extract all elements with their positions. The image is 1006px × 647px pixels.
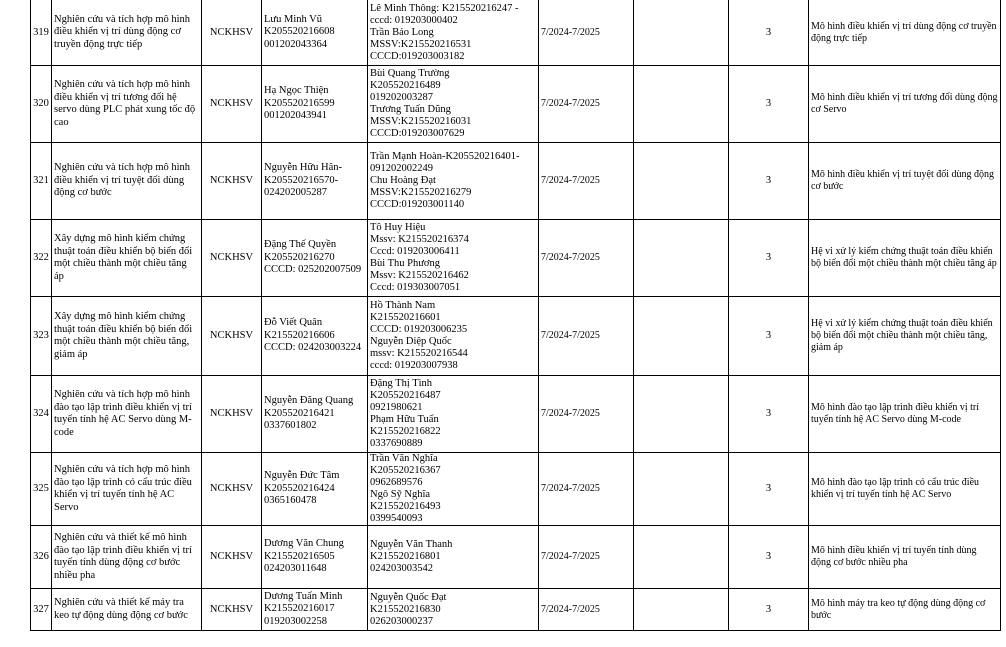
- lead-student: [262, 589, 368, 631]
- table-row: [31, 589, 1001, 631]
- lead-student-line: 001202043364: [264, 38, 327, 50]
- member-students: [368, 526, 539, 589]
- lead-student: [262, 297, 368, 376]
- lead-student-line: Nguyễn Đức Tâm: [264, 470, 340, 482]
- lead-student-line: Lưu Minh Vũ: [264, 13, 323, 25]
- empty-cell: [634, 297, 729, 376]
- expected-product: Mô hình đào tạo lập trình điều khiển vị trí tuyến tính hệ AC Servo dùng M-code: [809, 376, 1001, 453]
- member-students-line: CCCD:019203007629: [370, 128, 465, 139]
- lead-student: [262, 526, 368, 589]
- lead-student: [262, 66, 368, 143]
- empty-cell: [634, 376, 729, 453]
- empty-cell: [634, 453, 729, 526]
- project-period: 7/2024-7/2025: [539, 589, 634, 631]
- table-row: [31, 66, 1001, 143]
- lead-student-line: CCCD: 025202007509: [264, 264, 362, 276]
- member-students: [368, 220, 539, 297]
- member-students-line: K215520216493: [370, 501, 441, 512]
- table-row: [31, 526, 1001, 589]
- member-students: [368, 297, 539, 376]
- empty-cell: [634, 0, 729, 66]
- lead-student-line: K205520216270: [264, 251, 335, 263]
- lead-student-line: Đỗ Viết Quân: [264, 317, 323, 329]
- lead-student-line: Nguyễn Hữu Hân-: [264, 162, 343, 174]
- lead-student-line: Đặng Thế Quyền: [264, 239, 337, 251]
- expected-product: Mô hình điều khiển vị trí dùng động cơ truyền động trực tiếp: [809, 0, 1001, 66]
- project-title: Nghiên cứu và tích hợp mô hình điều khiển vị trí dùng động cơ truyền động trực tiếp: [52, 0, 202, 66]
- empty-cell: [634, 143, 729, 220]
- project-period: 7/2024-7/2025: [539, 376, 634, 453]
- member-students-line: K205520216367: [370, 465, 441, 476]
- lead-student: [262, 220, 368, 297]
- member-students-line: Đặng Thị Tình: [370, 378, 433, 389]
- project-title: Nghiên cứu và thiết kế mô hình đào tạo lập trình điều khiển vị trí tuyến tính dùng động cơ bước nhiều pha: [52, 526, 202, 589]
- project-title: Xây dựng mô hình kiểm chứng thuật toán điều khiển bộ biến đổi một chiều thành một chiều tăng áp: [52, 220, 202, 297]
- lead-student-line: K215520216017: [264, 603, 335, 615]
- project-level: NCKHSV: [202, 143, 262, 220]
- member-students-line: CCCD:019203003182: [370, 50, 465, 62]
- table-row: [31, 297, 1001, 376]
- lead-student-line: K205520216570-: [264, 174, 339, 186]
- row-number: 323: [31, 297, 52, 376]
- lead-student: [262, 376, 368, 453]
- member-students-line: K205520216487: [370, 390, 441, 401]
- row-number: 321: [31, 143, 52, 220]
- member-students-line: Nguyễn Diệp Quốc: [370, 336, 452, 347]
- project-period: 7/2024-7/2025: [539, 0, 634, 66]
- student-count: 3: [729, 66, 809, 143]
- project-level: NCKHSV: [202, 66, 262, 143]
- member-students-line: MSSV:K215520216279: [370, 187, 472, 198]
- member-students: [368, 0, 539, 66]
- student-count: 3: [729, 220, 809, 297]
- member-students-line: cccd: 019203000402: [370, 14, 458, 26]
- member-students-line: 0921980621: [370, 402, 423, 413]
- row-number: 325: [31, 453, 52, 526]
- row-number: 319: [31, 0, 52, 66]
- expected-product: Mô hình điều khiển vị trí tương đối dùng động cơ Servo: [809, 66, 1001, 143]
- member-students-line: Trần Bảo Long: [370, 26, 434, 38]
- project-period: 7/2024-7/2025: [539, 297, 634, 376]
- member-students-line: K215520216601: [370, 312, 441, 323]
- member-students-line: K215520216822: [370, 426, 441, 437]
- member-students-line: Chu Hoàng Đạt: [370, 175, 436, 186]
- expected-product: Hệ vi xử lý kiểm chứng thuật toán điều khiển bộ biến đổi một chiều thành một chiều tăng áp: [809, 220, 1001, 297]
- member-students-line: Ngô Sỹ Nghĩa: [370, 489, 431, 500]
- lead-student-line: Nguyễn Đăng Quang: [264, 395, 354, 407]
- lead-student-line: K215520216606: [264, 329, 335, 341]
- student-count: 3: [729, 143, 809, 220]
- lead-student-line: K215520216505: [264, 550, 335, 562]
- empty-cell: [634, 526, 729, 589]
- project-title: Nghiên cứu và tích hợp mô hình đào tạo lập trình điều khiển vị trí tuyến tính hệ AC Servo dùng M-code: [52, 376, 202, 453]
- member-students-line: 0962689576: [370, 477, 423, 488]
- project-period: 7/2024-7/2025: [539, 66, 634, 143]
- row-number: 327: [31, 589, 52, 631]
- lead-student-line: Hạ Ngọc Thiện: [264, 85, 329, 97]
- project-level: NCKHSV: [202, 453, 262, 526]
- member-students-line: Cccd: 019203006411: [370, 246, 460, 257]
- member-students-line: 0399540093: [370, 513, 423, 524]
- lead-student-line: 019203002258: [264, 615, 327, 627]
- lead-student-line: K205520216424: [264, 482, 335, 494]
- project-level: NCKHSV: [202, 589, 262, 631]
- member-students-line: Tô Huy Hiệu: [370, 222, 426, 233]
- member-students-line: Bùi Quang Trường: [370, 68, 450, 79]
- lead-student: [262, 453, 368, 526]
- project-period: 7/2024-7/2025: [539, 526, 634, 589]
- member-students-line: Phạm Hữu Tuấn: [370, 414, 439, 425]
- lead-student-line: Dương Văn Chung: [264, 538, 344, 550]
- student-count: 3: [729, 453, 809, 526]
- member-students-line: MSSV:K215520216031: [370, 116, 472, 127]
- project-level: NCKHSV: [202, 0, 262, 66]
- member-students-line: Trần Văn Nghĩa: [370, 453, 438, 464]
- lead-student: [262, 0, 368, 66]
- lead-student-line: 024202005287: [264, 187, 327, 199]
- member-students-line: Trần Mạnh Hoàn-K205520216401-: [370, 151, 520, 162]
- member-students-line: MSSV:K215520216531: [370, 38, 472, 50]
- project-level: NCKHSV: [202, 297, 262, 376]
- project-period: 7/2024-7/2025: [539, 143, 634, 220]
- student-count: 3: [729, 589, 809, 631]
- member-students-line: 091202002249: [370, 163, 433, 174]
- project-level: NCKHSV: [202, 220, 262, 297]
- member-students-line: cccd: 019203007938: [370, 360, 458, 371]
- member-students: [368, 453, 539, 526]
- project-title: Nghiên cứu và tích hợp mô hình đào tạo lập trình có cấu trúc điều khiển vị trí tuyến tính hệ AC Servo: [52, 453, 202, 526]
- member-students: [368, 589, 539, 631]
- student-count: 3: [729, 376, 809, 453]
- expected-product: Hệ vi xử lý kiểm chứng thuật toán điều khiển bộ biến đổi một chiều thành một chiều tăng, giảm áp: [809, 297, 1001, 376]
- student-count: 3: [729, 0, 809, 66]
- member-students-line: Trương Tuấn Dũng: [370, 104, 451, 115]
- student-count: 3: [729, 297, 809, 376]
- lead-student-line: K205520216608: [264, 26, 335, 38]
- member-students-line: mssv: K215520216544: [370, 348, 468, 359]
- row-number: 322: [31, 220, 52, 297]
- table-row: [31, 376, 1001, 453]
- row-number: 320: [31, 66, 52, 143]
- member-students-line: K215520216801: [370, 551, 441, 562]
- lead-student-line: Dương Tuấn Minh: [264, 590, 343, 602]
- member-students: [368, 376, 539, 453]
- lead-student-line: K205520216421: [264, 407, 335, 419]
- member-students-line: Nguyễn Quốc Đạt: [370, 591, 447, 603]
- lead-student-line: K205520216599: [264, 97, 335, 109]
- project-title: Nghiên cứu và thiết kế máy tra keo tự động dùng động cơ bước: [52, 589, 202, 631]
- member-students-line: CCCD:019203001140: [370, 199, 465, 210]
- member-students-line: Mssv: K215520216462: [370, 270, 469, 281]
- project-period: 7/2024-7/2025: [539, 453, 634, 526]
- member-students-line: Cccd: 019303007051: [370, 282, 461, 293]
- member-students-line: Mssv: K215520216374: [370, 234, 469, 245]
- expected-product: Mô hình điều khiển vị trí tuyến tính dùng động cơ bước nhiều pha: [809, 526, 1001, 589]
- row-number: 326: [31, 526, 52, 589]
- member-students-line: Lê Minh Thông: K215520216247 -: [370, 2, 519, 14]
- table-row: [31, 143, 1001, 220]
- student-count: 3: [729, 526, 809, 589]
- member-students: [368, 66, 539, 143]
- row-number: 324: [31, 376, 52, 453]
- member-students-line: 024203003542: [370, 563, 433, 574]
- project-title: Nghiên cứu và tích hợp mô hình điều khiển vị trí tương đối hệ servo dùng PLC phát xung tốc độ cao: [52, 66, 202, 143]
- expected-product: Mô hình đào tạo lập trình có cấu trúc điều khiển vị trí tuyến tính hệ AC Servo: [809, 453, 1001, 526]
- lead-student-line: CCCD: 024203003224: [264, 342, 362, 354]
- table-row: [31, 0, 1001, 66]
- member-students-line: K215520216830: [370, 603, 441, 615]
- project-table: [30, 0, 1001, 631]
- project-title: Xây dựng mô hình kiểm chứng thuật toán điều khiển bộ biến đổi một chiều thành một chiều tăng, giảm áp: [52, 297, 202, 376]
- lead-student-line: 024203011648: [264, 563, 327, 575]
- member-students: [368, 143, 539, 220]
- member-students-line: 0337690889: [370, 438, 423, 449]
- empty-cell: [634, 589, 729, 631]
- table-row: [31, 220, 1001, 297]
- project-level: NCKHSV: [202, 376, 262, 453]
- expected-product: Mô hình điều khiển vị trí tuyệt đối dùng động cơ bước: [809, 143, 1001, 220]
- member-students-line: Hồ Thành Nam: [370, 300, 436, 311]
- lead-student-line: 001202043941: [264, 110, 327, 122]
- member-students-line: Bùi Thu Phương: [370, 258, 440, 269]
- member-students-line: CCCD: 019203006235: [370, 324, 468, 335]
- lead-student-line: 0365160478: [264, 495, 317, 507]
- member-students-line: 026203000237: [370, 615, 433, 627]
- lead-student: [262, 143, 368, 220]
- expected-product: Mô hình máy tra keo tự động dùng động cơ bước: [809, 589, 1001, 631]
- empty-cell: [634, 66, 729, 143]
- member-students-line: Nguyễn Văn Thanh: [370, 539, 453, 550]
- table-row: [31, 453, 1001, 526]
- lead-student-line: 0337601802: [264, 420, 317, 432]
- empty-cell: [634, 220, 729, 297]
- member-students-line: K205520216489: [370, 80, 441, 91]
- project-period: 7/2024-7/2025: [539, 220, 634, 297]
- project-level: NCKHSV: [202, 526, 262, 589]
- member-students-line: 019202003287: [370, 92, 433, 103]
- project-title: Nghiên cứu và tích hợp mô hình điều khiển vị trí tuyệt đối dùng động cơ bước: [52, 143, 202, 220]
